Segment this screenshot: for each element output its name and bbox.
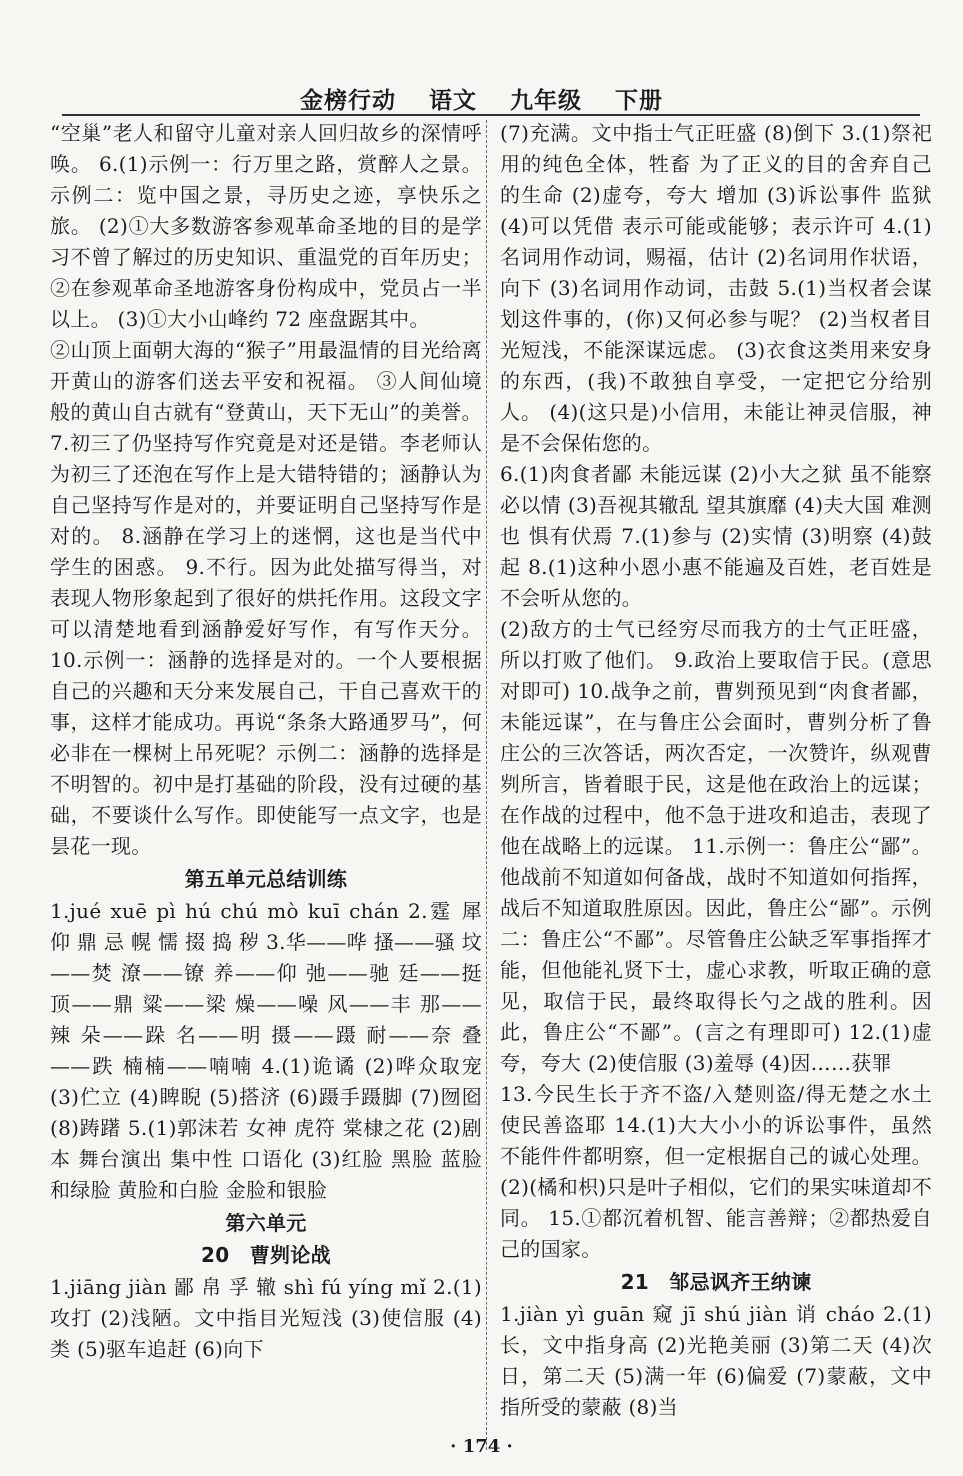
header-brand: 金榜行动 — [299, 88, 396, 114]
right-paragraph-4: 13.今民生长于齐不盗/入楚则盗/得无楚之水土使民善盗耶 14.(1)大大小小的诉讼事件，虽然不能件件都明察，但一定根据自己的诚心处理。 (2)(橘和枳)只是叶子相似，它们的果实味道却不同。 15.①都沉着机智、能言善辩；②都热爱自己的国家。 — [500, 1082, 932, 1261]
right-paragraph-5: 1.jiàn yì guān 窥 jī shú jiàn 诮 cháo 2.(1)长，文中指身高 (2)光艳美丽 (3)第二天 (4)次日，第二天 (5)满一年 (6)偏爱 (7)蒙蔽，文中指所受的蒙蔽 (8)当 — [500, 1302, 932, 1419]
right-paragraph-2: 6.(1)肉食者鄙 未能远谋 (2)小大之狱 虽不能察 必以情 (3)吾视其辙乱 望其旗靡 (4)夫大国 难测也 惧有伏焉 7.(1)参与 (2)实情 (3)明察 (4)鼓起 8.(1)这种小恩小惠不能遍及百姓，老百姓是不会听从您的。 — [500, 462, 932, 610]
right-column — [500, 118, 932, 1423]
page-header — [0, 82, 963, 115]
left-paragraph-4: 1.jiāng jiàn 鄙 帛 孚 辙 shì fú yíng mǐ 2.(1)攻打 (2)浅陋。文中指目光短浅 (3)使信服 (4)类 (5)驱车追赶 (6)向下 — [50, 1275, 482, 1361]
lesson-21-title: 21 邹忌讽齐王纳谏 — [620, 1270, 812, 1294]
header-subject: 语文 — [428, 88, 477, 114]
header-grade: 九年级 — [510, 88, 582, 114]
left-paragraph-2: ②山顶上面朝大海的“猴子”用最温情的目光给离开黄山的游客们送去平安和祝福。 ③人间仙境般的黄山自古就有“登黄山，天下无山”的美誉。 7.初三了仍坚持写作究竟是对还是错。李老师认为初三了还泡在写作上是大错特错的；涵静认为自己坚持写作是对的，并要证明自己坚持写作是对的。 8.涵静在学习上的迷惘，这也是当代中学生的困惑。 9.不行。因为此处描写得当，对表现人物形象起到了很好的烘托作用。这段文字可以清楚地看到涵静爱好写作，有写作天分。 10.示例一：涵静的选择是对的。一个人要根据自己的兴趣和天分来发展自己，干自己喜欢干的事，这样才能成功。再说“条条大路通罗马”，何必非在一棵树上吊死呢？示例二：涵静的选择是不明智的。初中是打基础的阶段，没有过硬的基础，不要谈什么写作。即使能写一点文字，也是昙花一现。 — [50, 338, 482, 858]
column-divider — [486, 120, 487, 1450]
header-rule — [62, 114, 920, 116]
section-5-title: 第五单元总结训练 — [184, 867, 348, 891]
lesson-20-title: 20 曹刿论战 — [201, 1243, 331, 1267]
right-paragraph-1: (7)充满。文中指士气正旺盛 (8)倒下 3.(1)祭祀用的纯色全体，牲畜 为了正义的目的舍弃自己的生命 (2)虚夸，夸大 增加 (3)诉讼事件 监狱 (4)可以凭借 表示可能或能够；表示许可 4.(1)名词用作动词，赐福，估计 (2)名词用作状语，向下 (3)名词用作动词，击鼓 5.(1)当权者会谋划这件事的，(你)又何必参与呢？ (2)当权者目光短浅，不能深谋远虑。 (3)衣食这类用来安身的东西，(我)不敢独自享受，一定把它分给别人。 (4)(这只是)小信用，未能让神灵信服，神是不会保佑您的。 — [500, 121, 932, 455]
page-number: · 174 · — [450, 1436, 513, 1457]
left-paragraph-1: “空巢”老人和留守儿童对亲人回归故乡的深情呼唤。 6.(1)示例一：行万里之路，赏醉人之景。示例二：览中国之景，寻历史之迹，享快乐之旅。 (2)①大多数游客参观革命圣地的目的是学习不曾了解过的历史知识、重温党的百年历史；②在参观革命圣地游客身份构成中，党员占一半以上。 (3)①大小山峰约 72 座盘踞其中。 — [50, 121, 482, 331]
header-volume: 下册 — [615, 88, 664, 114]
left-column — [50, 118, 482, 1365]
left-paragraph-3: 1.jué xuē pì hú chú mò kuī chán 2.霆 犀 仰 鼎 忌 幌 懦 掇 捣 秽 3.华——哗 搔——骚 坟——焚 潦——镣 养——仰 弛——驰 廷——挺 顶——鼎 粱——梁 燥——噪 风——丰 那——辣 朵——跺 名——明 摄——蹑 耐——奈 叠——跌 楠楠——喃喃 4.(1)诡谲 (2)哗众取宠 (3)伫立 (4)睥睨 (5)搭济 (6)蹑手蹑脚 (7)囫囵 (8)踌躇 5.(1)郭沫若 女神 虎符 棠棣之花 (2)剧本 舞台演出 集中性 口语化 (3)红脸 黑脸 蓝脸和绿脸 黄脸和白脸 金脸和银脸 — [50, 899, 482, 1202]
unit-6-title: 第六单元 — [225, 1211, 307, 1235]
right-paragraph-3: (2)敌方的士气已经穷尽而我方的士气正旺盛，所以打败了他们。 9.政治上要取信于民。(意思对即可) 10.战争之前，曹刿预见到“肉食者鄙，未能远谋”，在与鲁庄公会面时，曹刿分析了鲁庄公的三次答话，两次否定，一次赞许，纵观曹刿所言，皆着眼于民，这是他在政治上的远谋；在作战的过程中，他不急于进攻和追击，表现了他在战略上的远谋。 11.示例一：鲁庄公“鄙”。他战前不知道如何备战，战时不知道如何指挥，战后不知道取胜原因。因此，鲁庄公“鄙”。示例二：鲁庄公“不鄙”。尽管鲁庄公缺乏军事指挥才能，但他能礼贤下士，虚心求教，听取正确的意见，取信于民，最终取得长勺之战的胜利。因此，鲁庄公“不鄙”。(言之有理即可) 12.(1)虚夸，夸大 (2)使信服 (3)羞辱 (4)因……获罪 — [500, 617, 932, 1075]
